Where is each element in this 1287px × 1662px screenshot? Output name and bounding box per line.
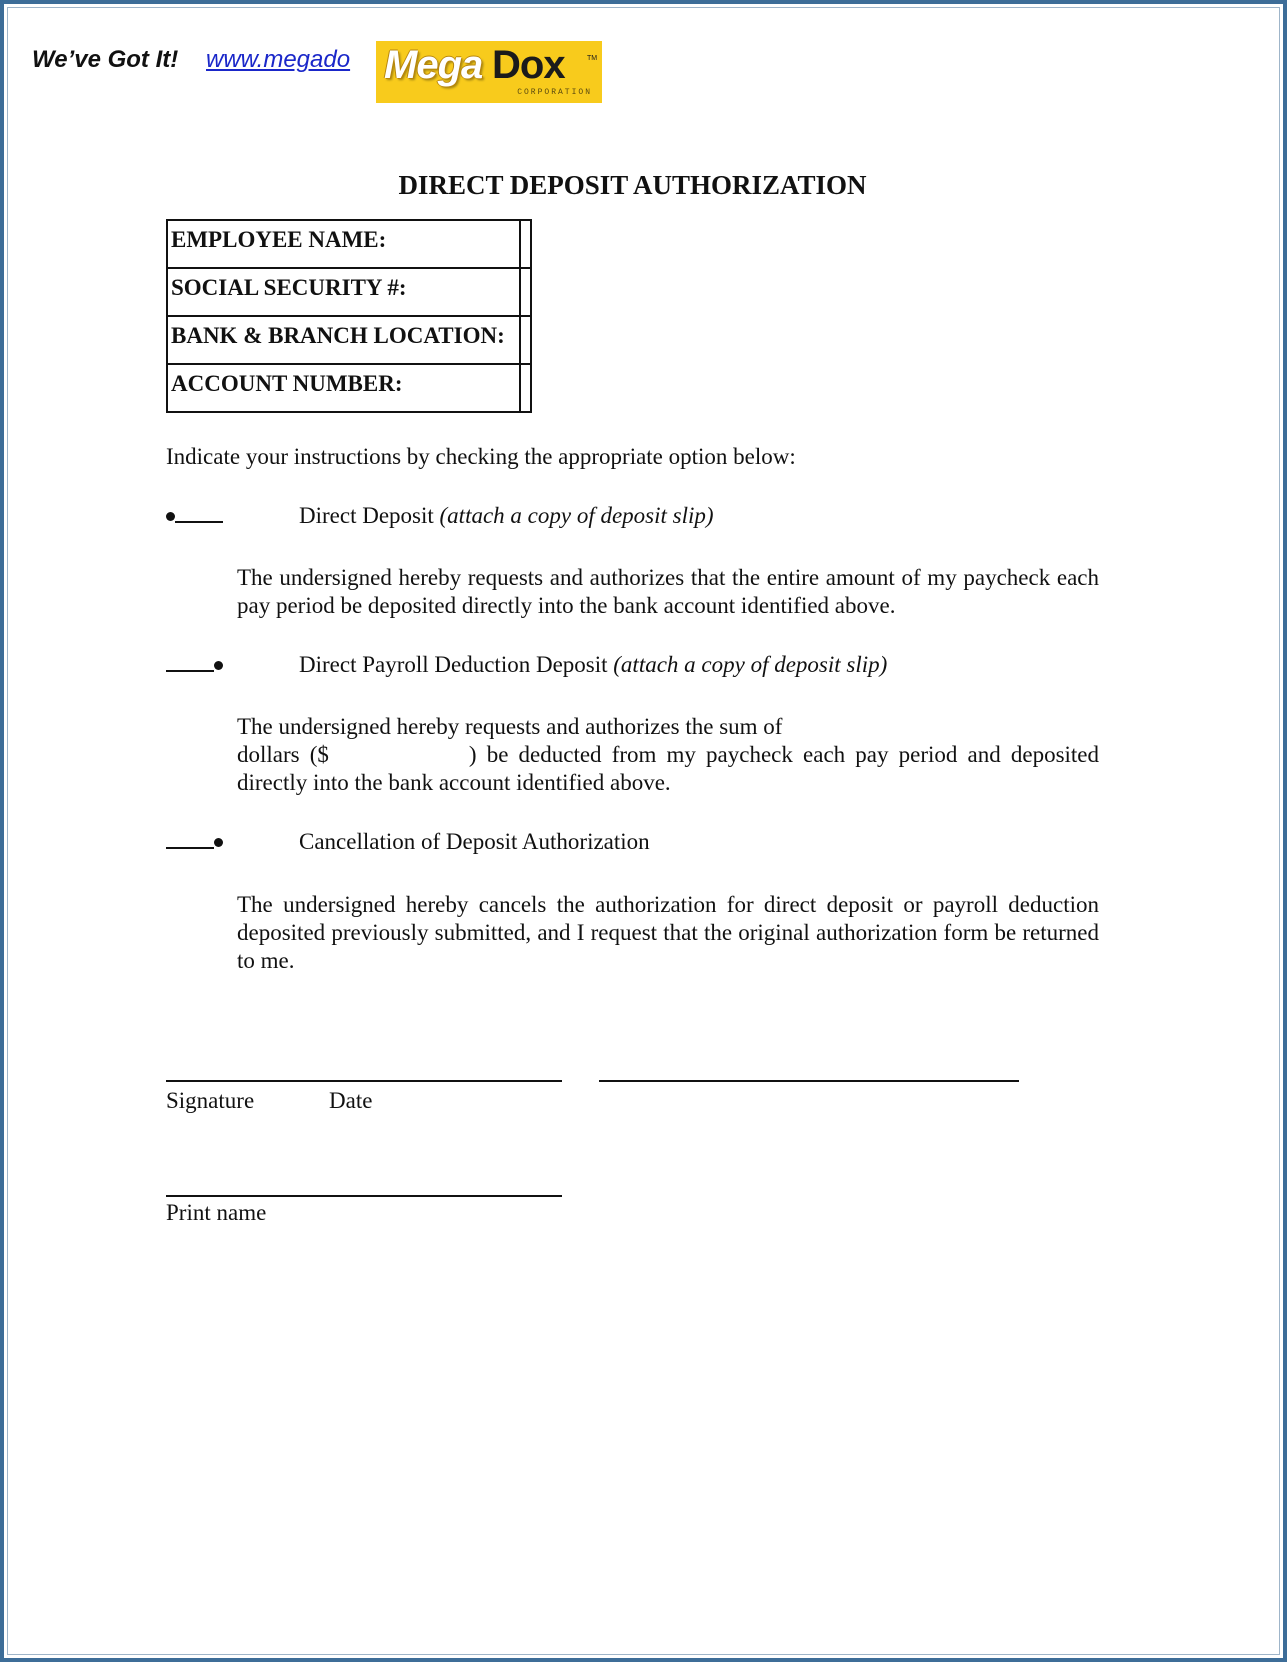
signature-label: Signature <box>166 1088 255 1113</box>
logo-dox-text: Dox <box>492 43 565 87</box>
print-name-line[interactable] <box>166 1195 562 1197</box>
bank-branch-input-cell[interactable] <box>519 317 530 363</box>
check-blank <box>166 829 214 849</box>
option-payroll-deduction-title <box>299 652 887 678</box>
description-amount-text <box>237 741 1099 797</box>
description-line: The undersigned hereby requests and authorizes the sum of <box>237 714 783 739</box>
bullet-icon <box>166 512 175 521</box>
option-title: Cancellation of Deposit Authorization <box>299 829 650 854</box>
logo-corporation-text: CORPORATION <box>517 88 592 97</box>
option-title: Direct Deposit <box>299 503 434 528</box>
check-blank <box>175 503 223 523</box>
option-note: (attach a copy of deposit slip) <box>439 503 714 528</box>
option-note: (attach a copy of deposit slip) <box>613 652 888 677</box>
option-direct-deposit-checkbox[interactable] <box>166 503 223 529</box>
check-blank <box>166 652 214 672</box>
employee-info-table <box>166 219 532 413</box>
option-cancellation-checkbox[interactable] <box>166 829 223 855</box>
option-direct-deposit-title <box>299 503 714 529</box>
field-label: ACCOUNT NUMBER: <box>171 371 403 396</box>
instructions-text: Indicate your instructions by checking the appropriate option below: <box>166 444 796 469</box>
print-name-label: Print name <box>166 1200 267 1225</box>
social-security-input-cell[interactable] <box>519 269 530 315</box>
field-row-employee-name <box>168 221 530 269</box>
field-label: EMPLOYEE NAME: <box>171 227 387 252</box>
date-line[interactable] <box>599 1080 1019 1082</box>
form-title: DIRECT DEPOSIT AUTHORIZATION <box>398 170 867 200</box>
bullet-icon <box>214 661 223 670</box>
option-title: Direct Payroll Deduction Deposit <box>299 652 608 677</box>
option-cancellation-title <box>299 829 650 855</box>
account-number-input-cell[interactable] <box>519 365 530 411</box>
option-payroll-deduction-description <box>237 713 1099 797</box>
signature-line[interactable] <box>166 1080 562 1082</box>
logo-mega-text: Mega <box>384 43 483 87</box>
field-row-bank-branch <box>168 317 530 365</box>
field-label: BANK & BRANCH LOCATION: <box>171 323 505 348</box>
field-row-account-number <box>168 365 530 411</box>
megadox-logo <box>376 41 602 103</box>
tagline: We’ve Got It! <box>32 46 179 73</box>
field-label: SOCIAL SECURITY #: <box>171 275 407 300</box>
date-label: Date <box>329 1088 373 1113</box>
field-row-social-security <box>168 269 530 317</box>
description-rest: ) be deducted from my paycheck each pay period and deposited directly into the bank account identified above. <box>237 742 1100 795</box>
website-link[interactable]: www.megado <box>206 46 351 73</box>
employee-name-input-cell[interactable] <box>519 221 530 267</box>
option-payroll-deduction-checkbox[interactable] <box>166 652 223 678</box>
option-cancellation-description: The undersigned hereby cancels the authorization for direct deposit or payroll deduction deposited previously submitted, and I request that the original authorization form be returned to me. <box>237 892 1099 973</box>
option-direct-deposit-description: The undersigned hereby requests and authorizes that the entire amount of my paycheck each pay period be deposited directly into the bank account identified above. <box>237 565 1099 618</box>
dollars-label: dollars ($ <box>237 742 329 767</box>
bullet-icon <box>214 838 223 847</box>
logo-trademark: TM <box>587 55 598 62</box>
